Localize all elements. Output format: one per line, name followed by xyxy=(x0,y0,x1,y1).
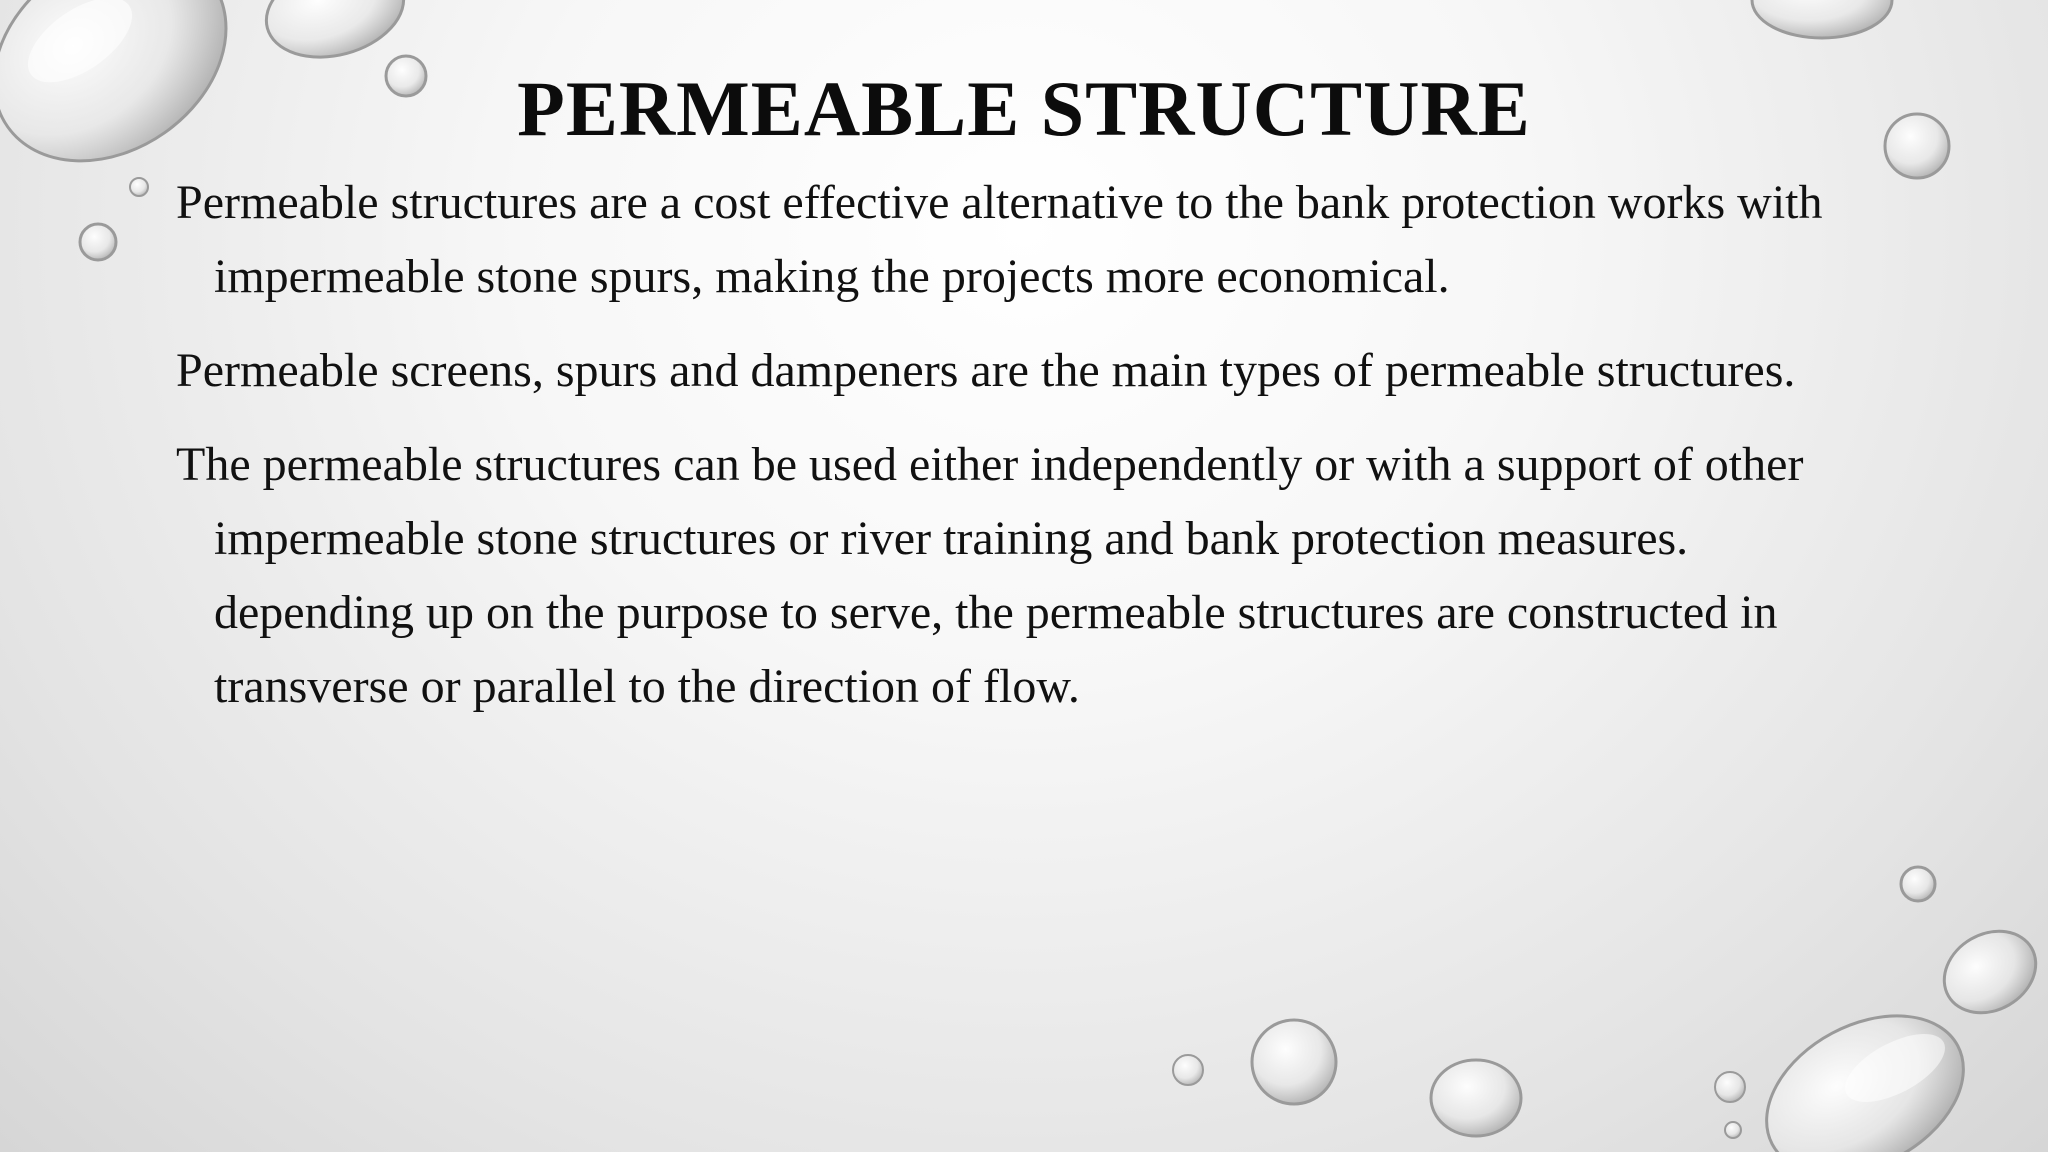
paragraph-usage: The permeable structures can be used either independently or with a support of other impermeable stone structures or river training and bank protection measures. depending up on the purpose to serve, the permeable structures are constructed in transverse or parallel to the direction of flow. xyxy=(176,438,1804,713)
paragraph-types: Permeable screens, spurs and dampeners are the main types of permeable structures. xyxy=(176,344,1796,397)
drop-top-right xyxy=(1752,0,1892,38)
drop-bottom-right-large xyxy=(1739,984,1990,1152)
drop-top-left-medium xyxy=(256,0,415,72)
slide-title: PERMEABLE STRUCTURE xyxy=(517,65,1531,152)
slide-body xyxy=(176,166,1876,744)
paragraph-cost-effective: Permeable structures are a cost effective alternative to the bank protection works with impermeable stone spurs, making the projects more economical. xyxy=(176,176,1823,303)
